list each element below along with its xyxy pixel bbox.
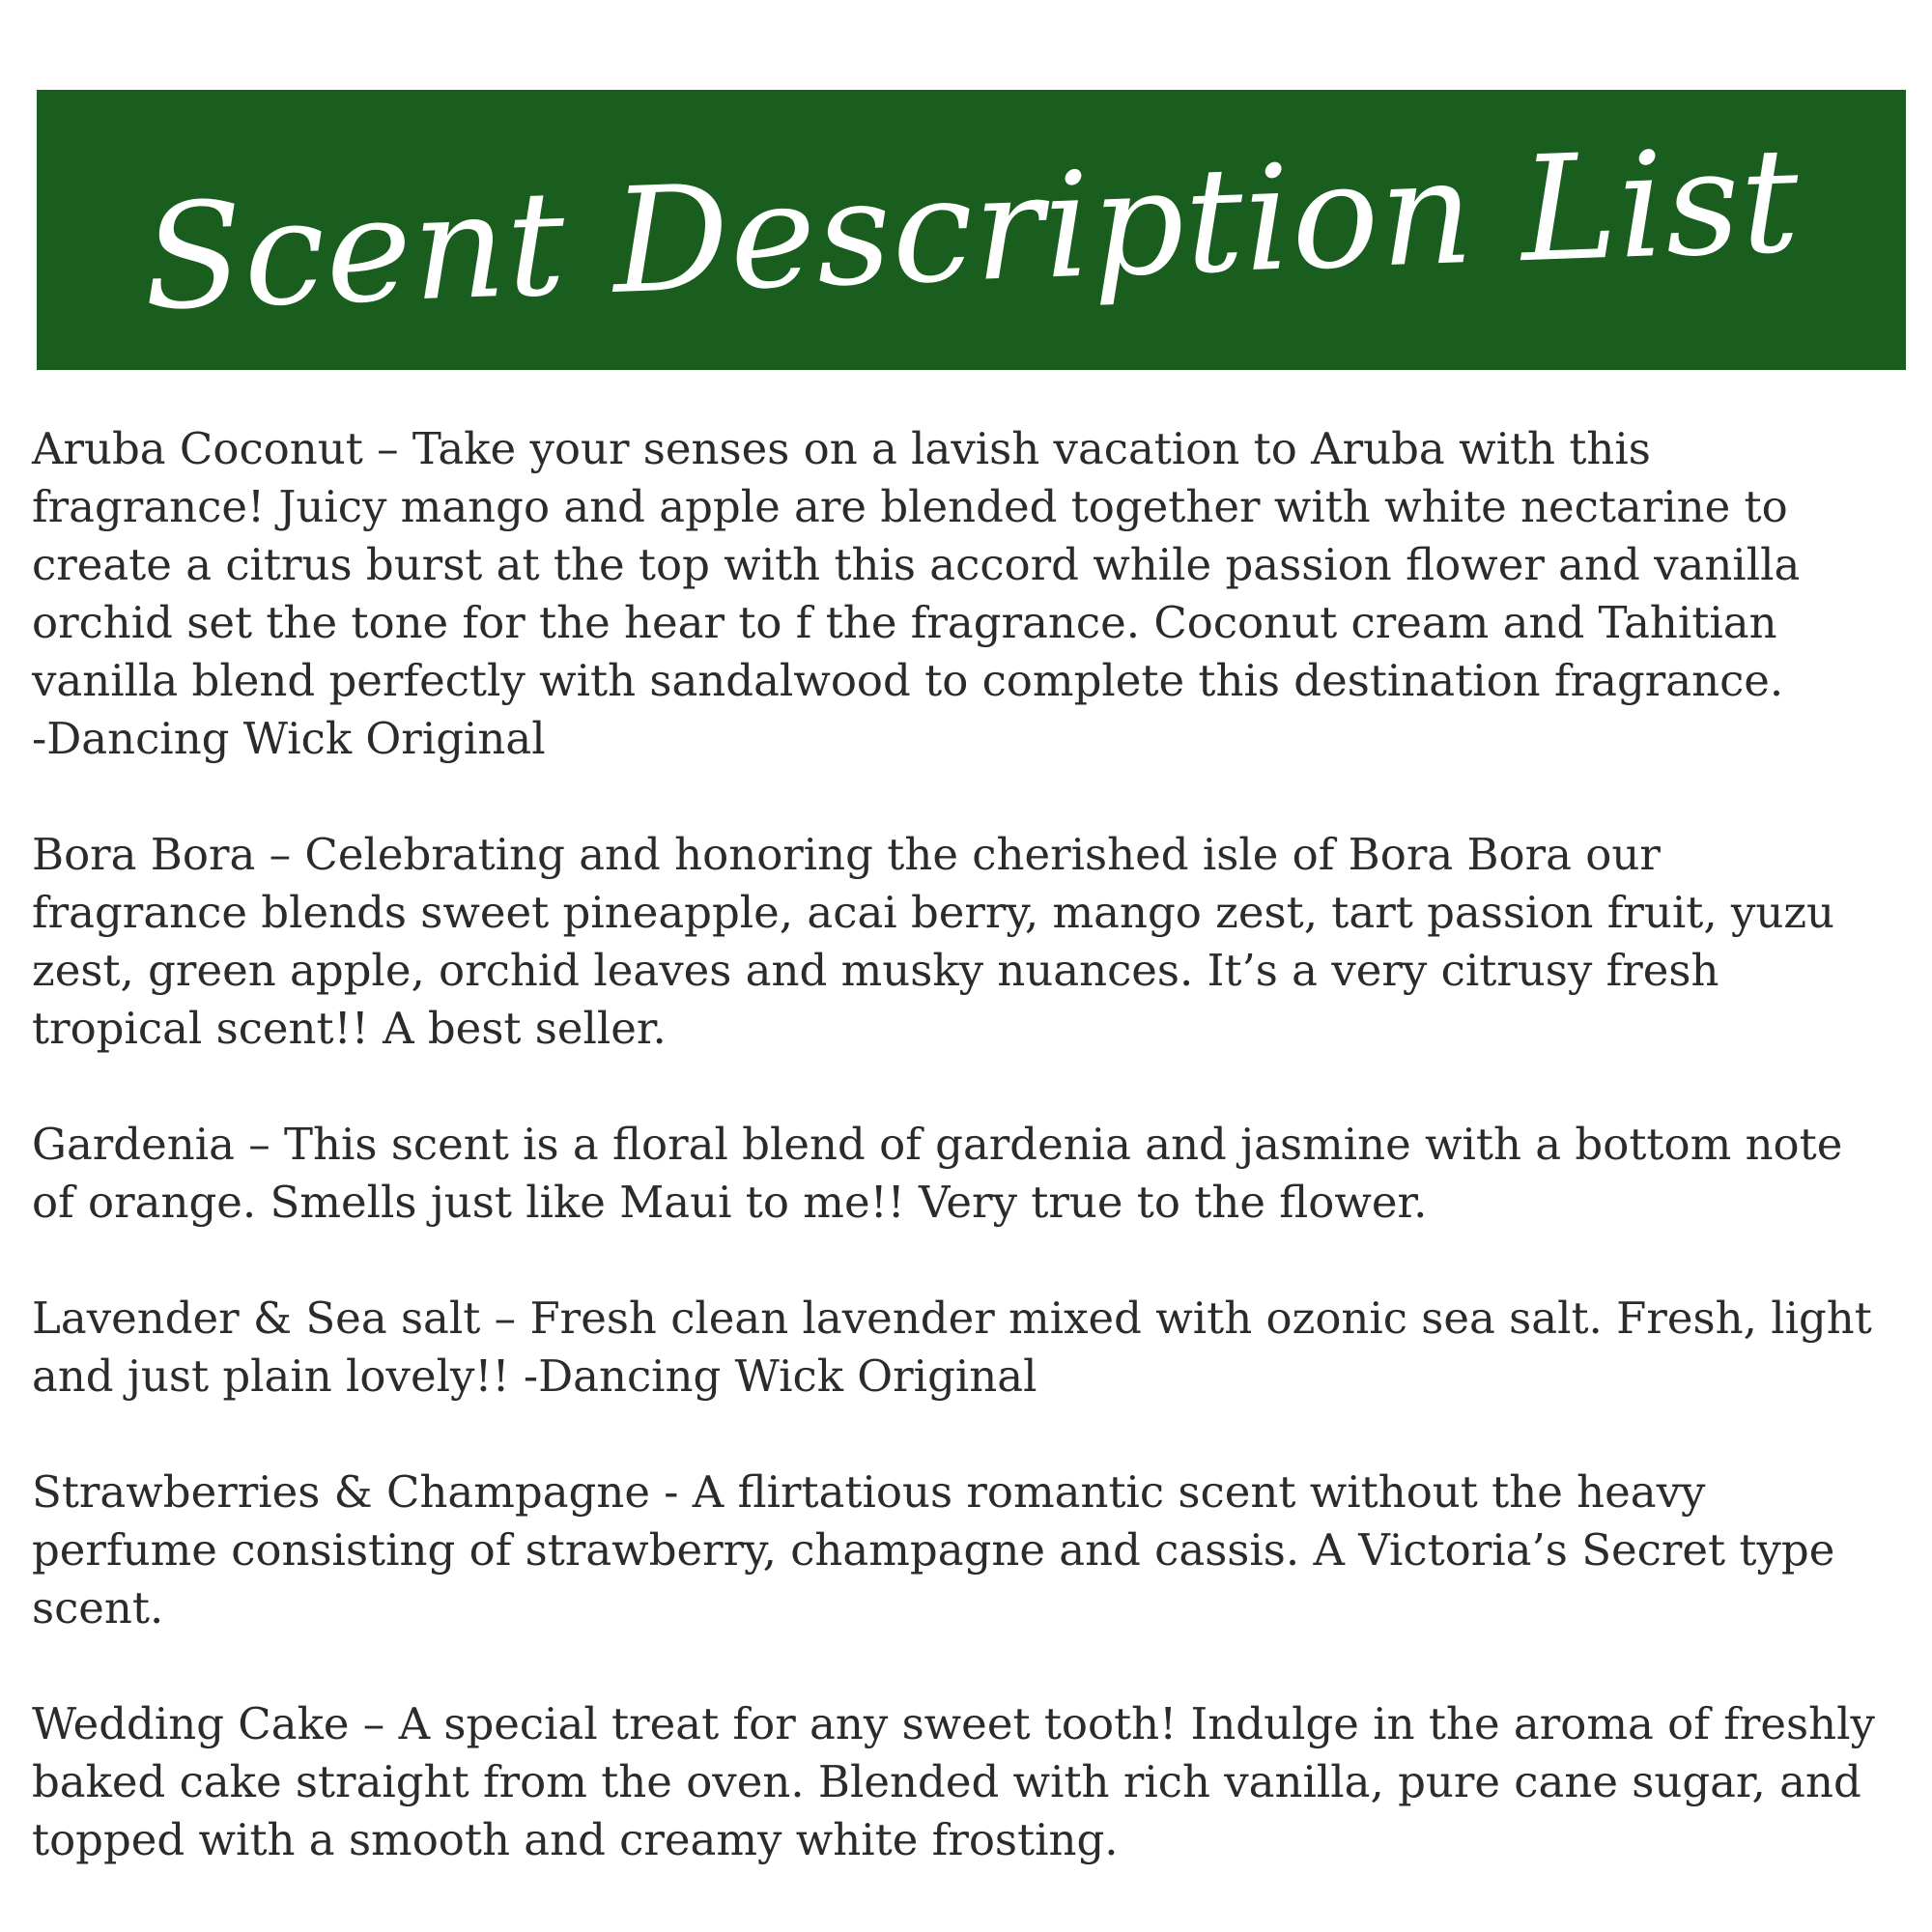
scent-entry-lavender-sea-salt: Lavender & Sea salt – Fresh clean lavender mixed with ozonic sea salt. Fresh, light and just plain lovely!! -Dancing Wick Original — [32, 1293, 1872, 1402]
scent-entry-aruba-coconut: Aruba Coconut – Take your senses on a lavish vacation to Aruba with this fragrance! Juicy mango and apple are blended together with white nectarine to create a citrus burst at the top with this accord while passion flower and vanilla orchid set the tone for the hear to f the fragrance. Coconut cream and Tahitian vanilla blend perfectly with sandalwood to complete this destination fragrance. -Dancing Wick Original — [32, 423, 1801, 764]
scent-entry-gardenia: Gardenia – This scent is a floral blend of gardenia and jasmine with a bottom note of orange. Smells just like Maui to me!! Very true to the flower. — [32, 1119, 1843, 1228]
scent-entry-bora-bora: Bora Bora – Celebrating and honoring the cherished isle of Bora Bora our fragrance blends sweet pineapple, acai berry, mango zest, tart passion fruit, yuzu zest, green apple, orchid leaves and musky nuances. It’s a very citrusy fresh tropical scent!! A best seller. — [32, 829, 1835, 1054]
scent-entry-wedding-cake: Wedding Cake – A special treat for any sweet tooth! Indulge in the aroma of freshly baked cake straight from the oven. Blended with rich vanilla, pure cane sugar, and topped with a smooth and creamy white frosting. — [32, 1698, 1875, 1865]
title-banner — [37, 90, 1906, 370]
scent-entry-strawberries-champagne: Strawberries & Champagne - A flirtatious romantic scent without the heavy perfume consisting of strawberry, champagne and cassis. A Victoria’s Secret type scent. — [32, 1466, 1835, 1634]
scent-list — [32, 420, 1906, 1869]
page-title: Scent Description List — [140, 117, 1803, 343]
